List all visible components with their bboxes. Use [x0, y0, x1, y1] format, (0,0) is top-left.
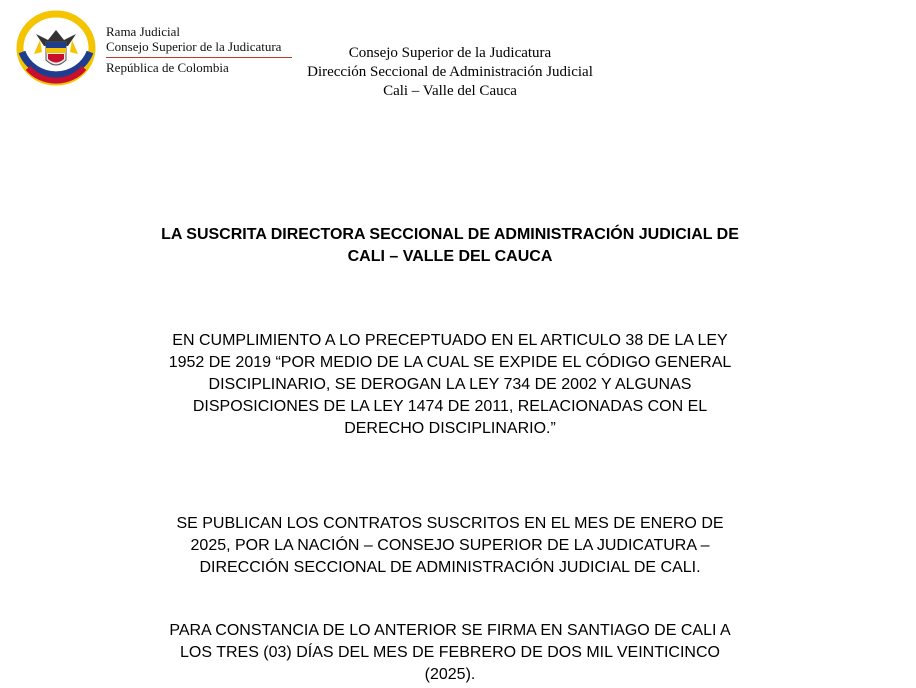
paragraph-line: DERECHO DISCIPLINARIO.”	[344, 420, 556, 437]
header-line-2: Dirección Seccional de Administración Judicial	[307, 64, 593, 80]
paragraph-publication	[100, 513, 800, 579]
document-title	[100, 224, 800, 268]
paragraph-line: 1952 DE 2019 “POR MEDIO DE LA CUAL SE EXPIDE EL CÓDIGO GENERAL	[168, 354, 732, 371]
paragraph-constancia	[100, 620, 800, 686]
brand-line-republica: República de Colombia	[106, 60, 229, 75]
paragraph-line: DISCIPLINARIO, SE DEROGAN LA LEY 734 DE 2002 Y ALGUNAS	[208, 376, 692, 393]
brand-line-rama-judicial: Rama Judicial	[106, 24, 181, 39]
paragraph-line: DIRECCIÓN SECCIONAL DE ADMINISTRACIÓN JUDICIAL DE CALI.	[199, 559, 701, 576]
colombia-coat-of-arms-icon	[14, 10, 98, 86]
title-line: CALI – VALLE DEL CAUCA	[347, 248, 553, 265]
paragraph-line: EN CUMPLIMIENTO A LO PRECEPTUADO EN EL ARTICULO 38 DE LA LEY	[172, 332, 728, 349]
paragraph-legal-basis	[100, 330, 800, 440]
paragraph-line: 2025, POR LA NACIÓN – CONSEJO SUPERIOR DE LA JUDICATURA –	[190, 537, 710, 554]
header-line-3: Cali – Valle del Cauca	[383, 83, 517, 99]
brand-line-consejo: Consejo Superior de la Judicatura	[106, 39, 282, 54]
paragraph-line: SE PUBLICAN LOS CONTRATOS SUSCRITOS EN EL MES DE ENERO DE	[176, 515, 724, 532]
paragraph-line: DISPOSICIONES DE LA LEY 1474 DE 2011, RELACIONADAS CON EL	[192, 398, 708, 415]
title-line: LA SUSCRITA DIRECTORA SECCIONAL DE ADMINISTRACIÓN JUDICIAL DE	[161, 226, 739, 243]
header-line-1: Consejo Superior de la Judicatura	[348, 45, 552, 61]
document-header	[250, 44, 650, 101]
paragraph-line: LOS TRES (03) DÍAS DEL MES DE FEBRERO DE DOS MIL VEINTICINCO	[180, 644, 720, 661]
paragraph-line: PARA CONSTANCIA DE LO ANTERIOR SE FIRMA EN SANTIAGO DE CALI A	[169, 622, 731, 639]
paragraph-line: (2025).	[424, 666, 476, 683]
